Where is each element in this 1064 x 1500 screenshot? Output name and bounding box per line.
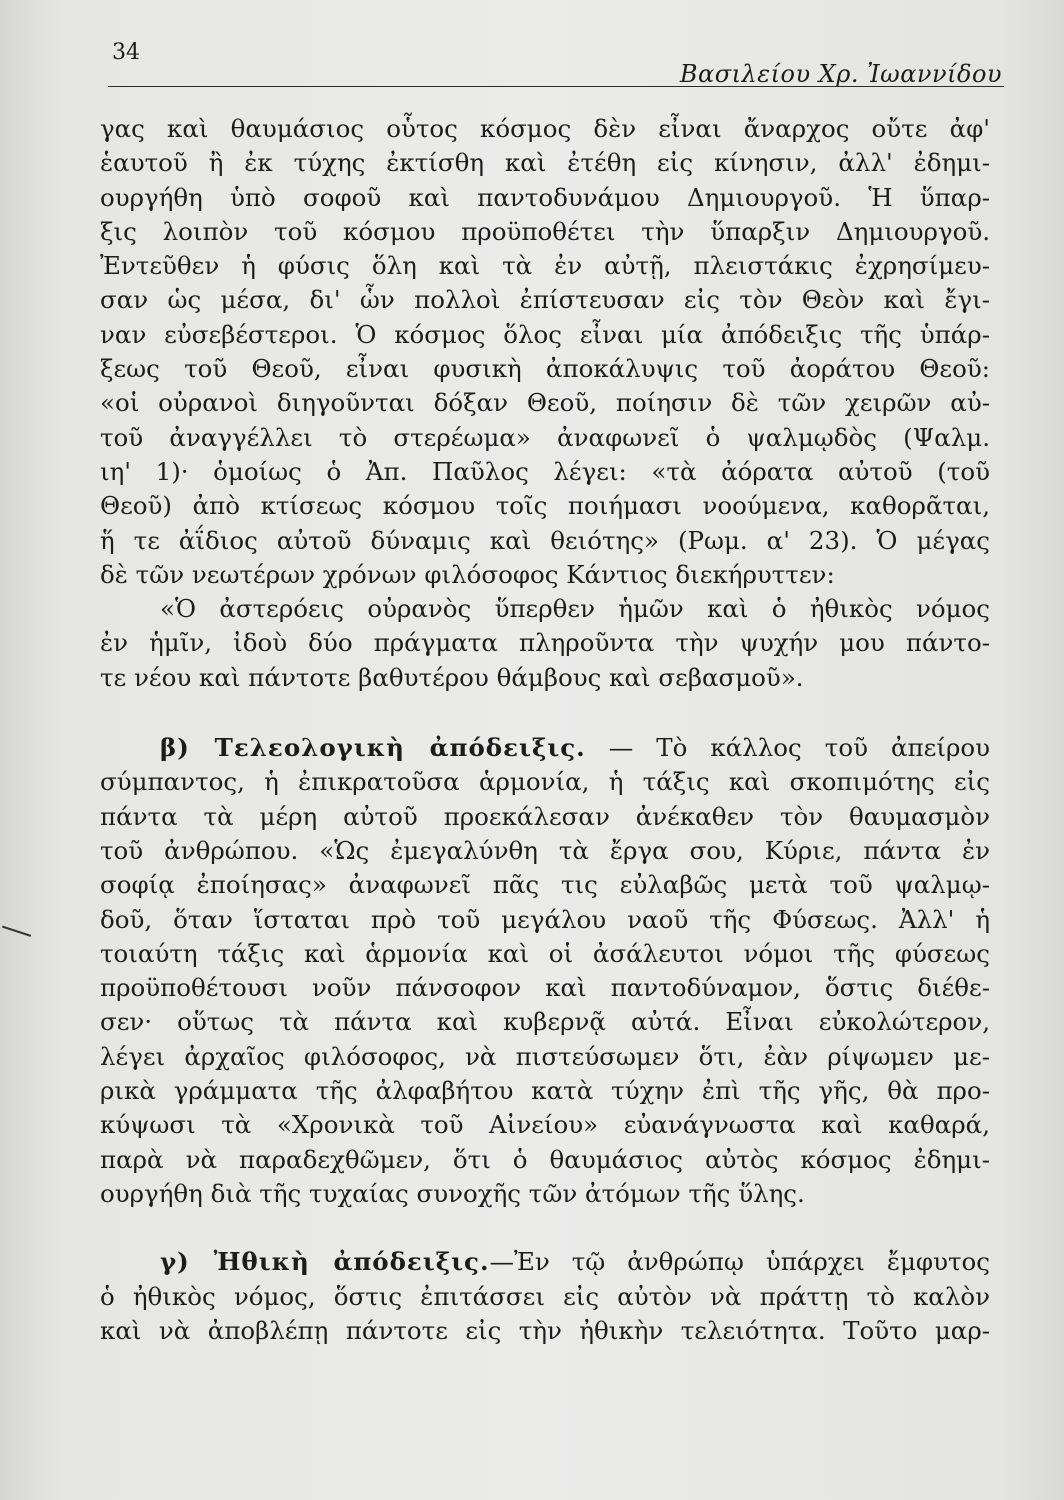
paper-mark bbox=[0, 926, 31, 947]
text-line: ξεως τοῦ Θεοῦ, εἶναι φυσικὴ ἀποκάλυψις τοῦ ἀοράτου Θεοῦ: bbox=[100, 354, 990, 384]
section-first-line bbox=[100, 731, 990, 765]
text-line: παρὰ νὰ παραδεχθῶμεν, ὅτι ὁ θαυμάσιος αὐτὸς κόσμος ἐδημι- bbox=[100, 1144, 990, 1174]
text-line: δὲ τῶν νεωτέρων χρόνων φιλόσοφος Κάντιος διεκήρυττεν: bbox=[100, 559, 835, 589]
quote-line: «Ὁ ἀστερόεις οὐρανὸς ὕπερθεν ἡμῶν καὶ ὁ ἠθικὸς νόμος bbox=[160, 594, 990, 624]
text-line: ναν εὐσεβέστεροι. Ὁ κόσμος ὅλος εἶναι μία ἀπόδειξις τῆς ὑπάρ- bbox=[100, 319, 990, 349]
quote-line: ἐν ἡμῖν, ἰδοὺ δύο πράγματα πληροῦντα τὴν ψυχήν μου πάντο- bbox=[100, 628, 990, 658]
section-heading: β) Τελεολογικὴ ἀπόδειξις. bbox=[160, 733, 586, 763]
section-lead-text: —Ἐν τῷ ἀνθρώπῳ ὑπάρχει ἔμφυτος bbox=[489, 1247, 990, 1277]
text-line: ὁ ἠθικὸς νόμος, ὅστις ἐπιτάσσει εἰς αὐτὸν νὰ πράττῃ τὸ καλὸν bbox=[100, 1281, 990, 1311]
text-line: ουργήθη ὑπὸ σοφοῦ καὶ παντοδυνάμου Δημιουργοῦ. Ἡ ὕπαρ- bbox=[100, 182, 990, 212]
text-line: καὶ νὰ ἀποβλέπῃ πάντοτε εἰς τὴν ἠθικὴν τελειότητα. Τοῦτο μαρ- bbox=[100, 1315, 990, 1345]
kant-quote bbox=[100, 592, 990, 695]
page-number: 34 bbox=[112, 40, 140, 65]
running-title: Βασιλείου Χρ. Ἰωαννίδου bbox=[679, 60, 1002, 88]
section-first-line bbox=[100, 1245, 990, 1279]
section-heading: γ) Ἠθικὴ ἀπόδειξις. bbox=[160, 1247, 490, 1277]
section-lead-text: — Τὸ κάλλος τοῦ ἀπείρου bbox=[608, 733, 990, 763]
text-line: ἥ τε ἀΐδιος αὐτοῦ δύναμις καὶ θειότης» (Ρωμ. α' 23). Ὁ μέγας bbox=[100, 525, 990, 555]
text-line: σαν ὡς μέσα, δι' ὧν πολλοὶ ἐπίστευσαν εἰς τὸν Θεὸν καὶ ἔγι- bbox=[100, 285, 990, 315]
page-body bbox=[100, 112, 990, 1348]
text-line: ιη' 1)· ὁμοίως ὁ Ἀπ. Παῦλος λέγει: «τὰ ἀόρατα αὐτοῦ (τοῦ bbox=[100, 456, 990, 486]
section-ethical bbox=[100, 1245, 990, 1348]
text-line: τοιαύτη τάξις καὶ ἁρμονία καὶ οἱ ἀσάλευτοι νόμοι τῆς φύσεως bbox=[100, 938, 990, 968]
text-line: ξις λοιπὸν τοῦ κόσμου προϋποθέτει τὴν ὕπαρξιν Δημιουργοῦ. bbox=[100, 216, 990, 246]
text-line: προϋποθέτουσι νοῦν πάνσοφον καὶ παντοδύναμον, ὅστις διέθε- bbox=[100, 973, 990, 1003]
text-line: κύψωσι τὰ «Χρονικὰ τοῦ Αἰνείου» εὐανάγνωστα καὶ καθαρά, bbox=[100, 1110, 990, 1140]
paragraph-1 bbox=[100, 112, 990, 592]
text-line: σεν· οὕτως τὰ πάντα καὶ κυβερνᾷ αὐτά. Εἶναι εὐκολώτερον, bbox=[100, 1007, 990, 1037]
text-line: γας καὶ θαυμάσιος οὗτος κόσμος δὲν εἶναι ἄναρχος οὔτε ἀφ' bbox=[100, 114, 990, 143]
quote-line: τε νέου καὶ πάντοτε βαθυτέρου θάμβους καὶ σεβασμοῦ». bbox=[100, 662, 804, 692]
text-line: πάντα τὰ μέρη αὐτοῦ προεκάλεσαν ἀνέκαθεν τὸν θαυμασμὸν bbox=[100, 801, 990, 831]
text-line: τοῦ ἀνθρώπου. «Ὡς ἐμεγαλύνθη τὰ ἔργα σου, Κύριε, πάντα ἐν bbox=[100, 835, 990, 865]
text-line: σύμπαντος, ἡ ἐπικρατοῦσα ἁρμονία, ἡ τάξις καὶ σκοπιμότης εἰς bbox=[100, 767, 990, 797]
text-line: ουργήθη διὰ τῆς τυχαίας συνοχῆς τῶν ἀτόμων τῆς ὕλης. bbox=[100, 1178, 805, 1208]
text-line: λέγει ἀρχαῖος φιλόσοφος, νὰ πιστεύσωμεν ὅτι, ἐὰν ρίψωμεν με- bbox=[100, 1041, 990, 1071]
text-line: ρικὰ γράμματα τῆς ἀλφαβήτου κατὰ τύχην ἐπὶ τῆς γῆς, θὰ προ- bbox=[100, 1076, 990, 1106]
text-line: Ἐντεῦθεν ἡ φύσις ὅλη καὶ τὰ ἐν αὐτῇ, πλειστάκις ἐχρησίμευ- bbox=[100, 251, 990, 281]
text-line: Θεοῦ) ἀπὸ κτίσεως κόσμου τοῖς ποιήμασι νοούμενα, καθορᾶται, bbox=[100, 491, 990, 521]
text-line: «οἱ οὐρανοὶ διηγοῦνται δόξαν Θεοῦ, ποίησιν δὲ τῶν χειρῶν αὐ- bbox=[100, 388, 990, 418]
text-line: σοφίᾳ ἐποίησας» ἀναφωνεῖ πᾶς τις εὐλαβῶς μετὰ τοῦ ψαλμῳ- bbox=[100, 870, 990, 900]
section-teleological bbox=[100, 731, 990, 1211]
text-line: τοῦ ἀναγγέλλει τὸ στερέωμα» ἀναφωνεῖ ὁ ψαλμῳδὸς (Ψαλμ. bbox=[100, 422, 990, 452]
header-rule bbox=[108, 86, 1004, 87]
text-line: ἑαυτοῦ ἢ ἐκ τύχης ἐκτίσθη καὶ ἐτέθη εἰς κίνησιν, ἀλλ' ἐδημι- bbox=[100, 148, 990, 178]
text-line: δοῦ, ὅταν ἵσταται πρὸ τοῦ μεγάλου ναοῦ τῆς Φύσεως. Ἀλλ' ἡ bbox=[100, 904, 990, 934]
